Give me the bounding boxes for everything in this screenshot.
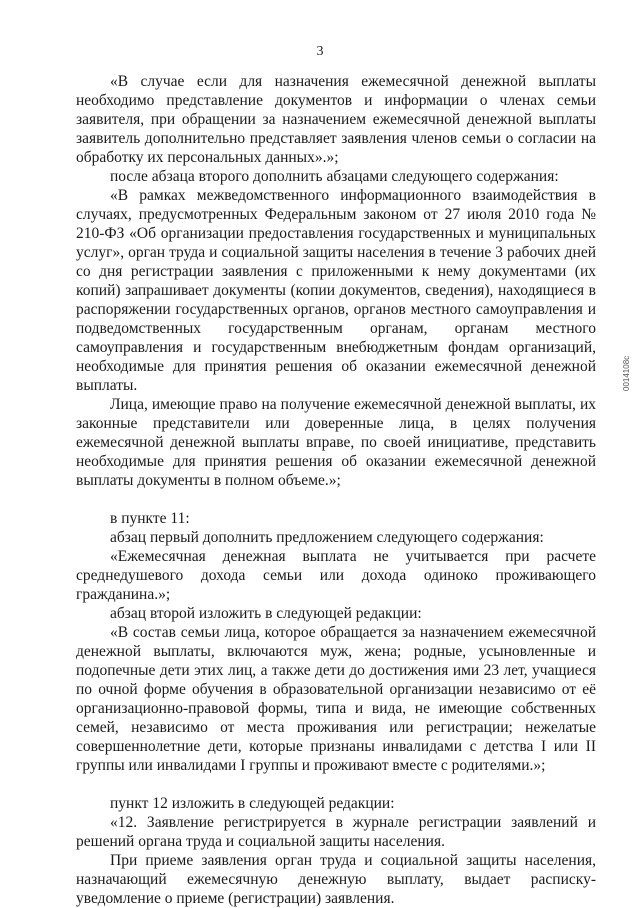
paragraph-add-after-second: после абзаца второго дополнить абзацами следующего содержания:: [110, 168, 559, 185]
paragraph-income-exclusion: «Ежемесячная денежная выплата не учитывается при расчете среднедушевого дохода семьи или дохода одиноко проживающего гражданина.»;: [76, 548, 596, 603]
paragraph-interagency-interaction: «В рамках межведомственного информационного взаимодействия в случаях, предусмотренных Федеральным законом от 27 июля 2010 года № 210-ФЗ «Об организации предоставления государственных и муниципальных услуг», орган труда и социальной защиты населения в течение 3 рабочих дней со дня регистрации заявления с приложенными к нему документами (их копий) запрашивает документы (копии документов, сведения), находящиеся в распоряжении государственных органов, органов местного самоуправления и подведомственных государственным органам, органам местного самоуправления и государственным внебюджетным фондам организаций, необходимые для принятия решения об оказании ежемесячной денежной выплаты.: [76, 187, 596, 394]
paragraph-own-initiative: Лица, имеющие право на получение ежемесячной денежной выплаты, их законные представители или доверенные лица, в целях получения ежемесячной денежной выплаты вправе, по своей инициативе, представить необходимые для принятия решения об оказании ежемесячной денежной выплаты документы в полном объеме.»;: [76, 396, 596, 489]
paragraph-second-revision: абзац второй изложить в следующей редакции:: [110, 605, 422, 622]
paragraph-item-12: пункт 12 изложить в следующей редакции:: [110, 795, 395, 812]
document-body: [76, 72, 596, 908]
side-registration-mark: 0014108c: [622, 355, 631, 391]
paragraph-registration-journal: «12. Заявление регистрируется в журнале регистрации заявлений и решений органа труда и социальной защиты населения.: [76, 814, 596, 850]
paragraph-first-addition: абзац первый дополнить предложением следующего содержания:: [110, 529, 544, 546]
paragraph-family-composition: «В состав семьи лица, которое обращается за назначением ежемесячной денежной выплаты, включаются муж, жена; родные, усыновленные и подопечные дети этих лиц, а также дети до достижения ими 23 лет, учащиеся по очной форме обучения в образовательной организации независимо от её организационно-правовой формы, типа и вида, не имеющие собственных семей, независимо от места проживания или регистрации; нежелатые совершеннолетние дети, которые признаны инвалидами с детства I или II группы или инвалидами I группы и проживают вместе с родителями.»;: [76, 624, 596, 774]
paragraph-family-consent: «В случае если для назначения ежемесячной денежной выплаты необходимо представление документов и информации о членах семьи заявителя, при обращении за назначением ежемесячной денежной выплаты заявитель дополнительно представляет заявления членов семьи о согласии на обработку их персональных данных».»;: [76, 73, 596, 166]
paragraph-spacer: [76, 490, 596, 509]
paragraph-item-11: в пункте 11:: [110, 510, 190, 527]
paragraph-receipt-notice: При приеме заявления орган труда и социальной защиты населения, назначающий ежемесячную денежную выплату, выдает расписку-уведомление о приеме (регистрации) заявления.: [76, 852, 596, 907]
paragraph-spacer: [76, 775, 596, 794]
page-number: 3: [316, 44, 324, 59]
